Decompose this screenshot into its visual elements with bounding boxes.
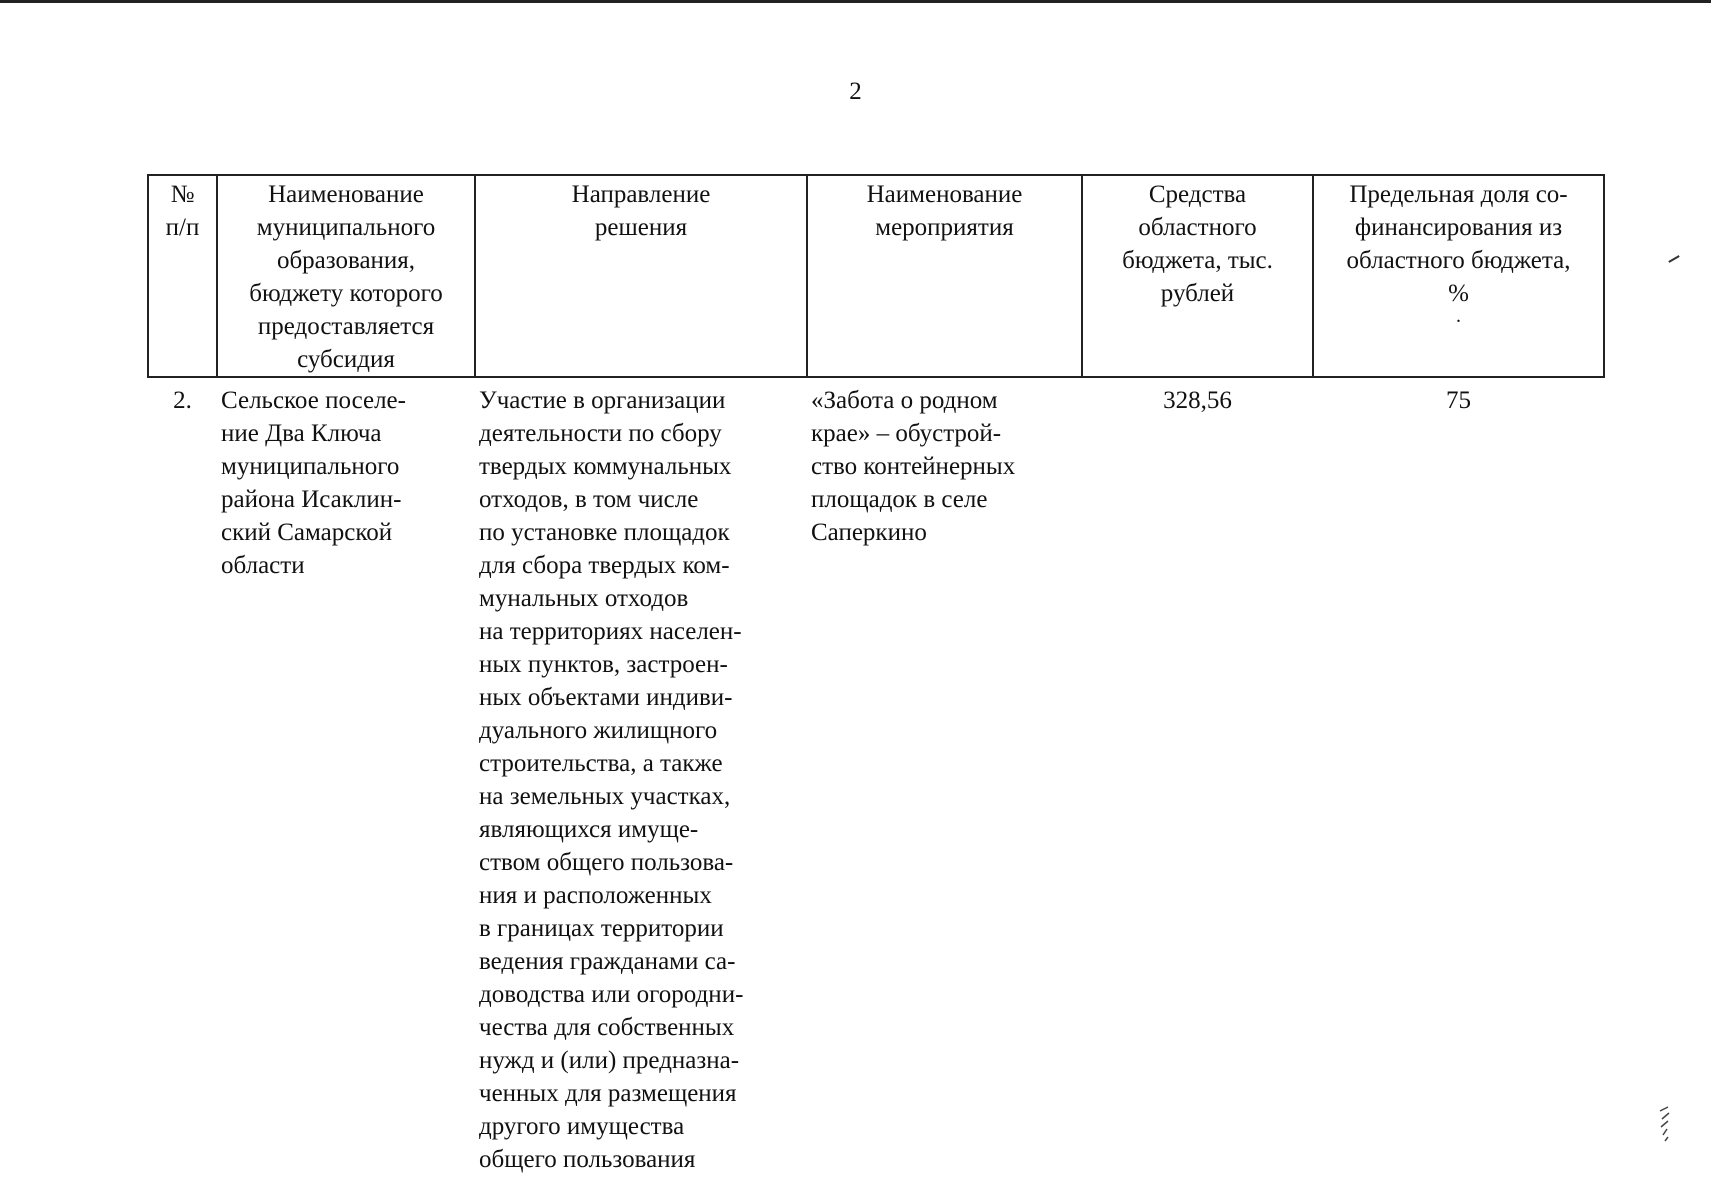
table-row <box>148 377 1604 1176</box>
header-share-dot: . <box>1456 305 1461 327</box>
cell-municipality: Сельское поселе- ние Два Ключа муниципального района Исаклин- ский Самарской области <box>221 387 406 579</box>
header-municipality: Наименование муниципального образования, бюджету которого предоставляется субсидия <box>217 175 475 377</box>
document-body <box>147 174 1603 1176</box>
header-direction: Направление решения <box>475 175 807 377</box>
page-number: 2 <box>849 78 862 105</box>
page-top-border <box>0 0 1711 3</box>
cell-funds: 328,56 <box>1163 387 1232 414</box>
header-share <box>1313 175 1604 377</box>
scan-artifact-scribble <box>1656 1103 1674 1145</box>
header-funds: Средства областного бюджета, тыс. рублей <box>1082 175 1313 377</box>
scan-artifact-mark <box>1668 255 1679 263</box>
table-header-row <box>148 175 1604 377</box>
subsidy-table <box>147 174 1605 1176</box>
header-event: Наименование мероприятия <box>807 175 1082 377</box>
header-share-text: Предельная доля со- финансирования из областного бюджета, % <box>1346 181 1571 307</box>
cell-share: 75 <box>1446 387 1471 414</box>
cell-event: «Забота о родном крае» – обустрой- ство контейнерных площадок в селе Саперкино <box>811 387 1016 546</box>
header-num: № п/п <box>148 175 217 377</box>
cell-direction: Участие в организации деятельности по сбору твердых коммунальных отходов, в том числе по установке площадок для сбора твердых ком- мунальных отходов на территориях населен- ных пунктов, застроен- ных объектами индиви- дуального жилищного строительства, а также на земельных участках, являющихся имуще- ством общего пользова- ния и расположенных в границах территории ведения гражданами са- доводства или огородни- чества для собственных нужд и (или) предназна- ченных для размещения другого имущества общего пользования <box>479 387 744 1173</box>
cell-num: 2. <box>173 387 192 414</box>
